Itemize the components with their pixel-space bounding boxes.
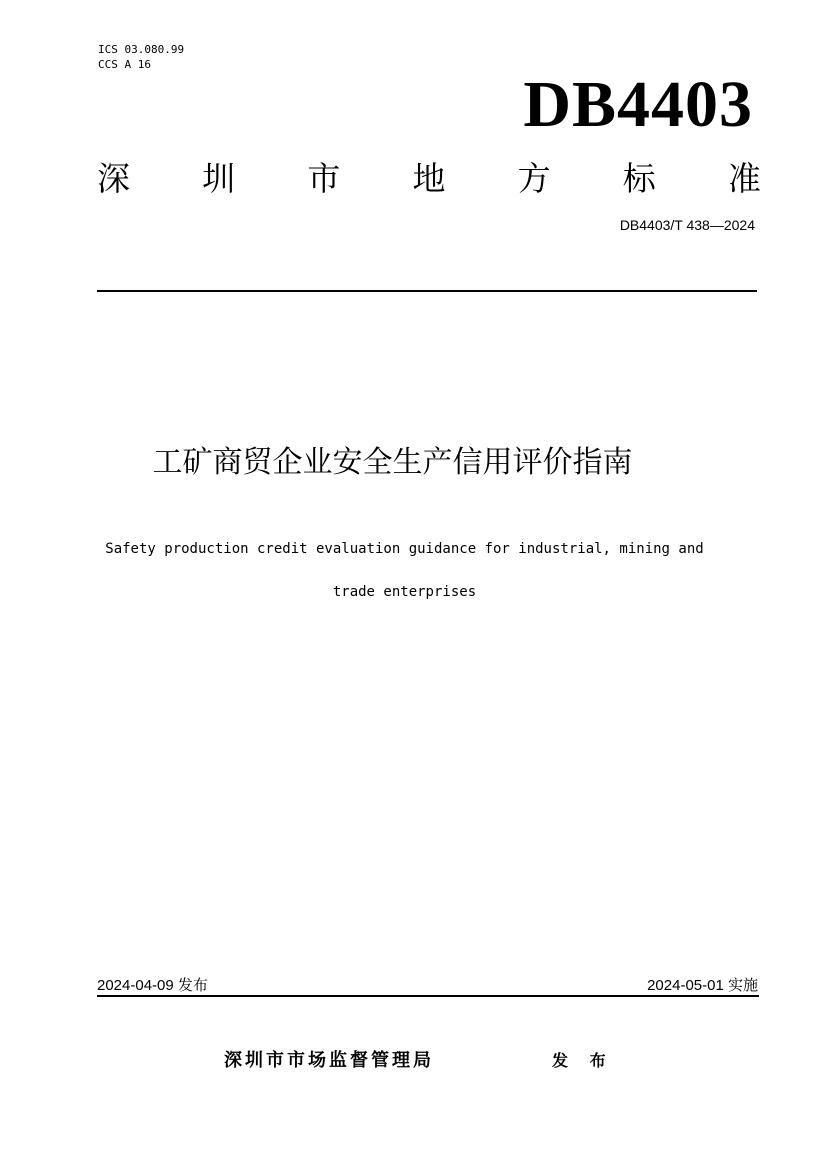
standard-type-char: 圳 bbox=[202, 159, 236, 198]
standard-type-heading bbox=[97, 157, 761, 201]
standard-type-char: 市 bbox=[307, 159, 341, 198]
standard-type-char: 地 bbox=[412, 159, 446, 198]
document-title-zh: 工矿商贸企业安全生产信用评价指南 bbox=[152, 445, 633, 480]
ics-code: ICS 03.080.99 bbox=[98, 43, 185, 56]
implementation-date: 2024-05-01 实施 bbox=[647, 977, 758, 994]
issue-date: 2024-04-09 发布 bbox=[97, 977, 208, 994]
standard-type-char: 深 bbox=[97, 159, 130, 198]
standard-type-char: 方 bbox=[517, 159, 551, 198]
document-title-en-line2: trade enterprises bbox=[332, 584, 477, 600]
standard-type-char: 标 bbox=[622, 159, 656, 198]
publisher-name: 深圳市市场监督管理局 bbox=[224, 1050, 434, 1071]
footer-divider bbox=[97, 995, 759, 997]
ccs-code: CCS A 16 bbox=[98, 58, 151, 71]
standard-code-logo: DB4403 bbox=[523, 68, 753, 141]
classification-codes bbox=[98, 42, 184, 72]
standard-type-char: 准 bbox=[727, 159, 761, 198]
publish-label: 发 布 bbox=[552, 1051, 614, 1070]
document-title-en-line1: Safety production credit evaluation guidance for industrial, mining and bbox=[105, 541, 704, 557]
standard-number: DB4403/T 438—2024 bbox=[619, 217, 755, 233]
header-divider bbox=[97, 290, 757, 292]
